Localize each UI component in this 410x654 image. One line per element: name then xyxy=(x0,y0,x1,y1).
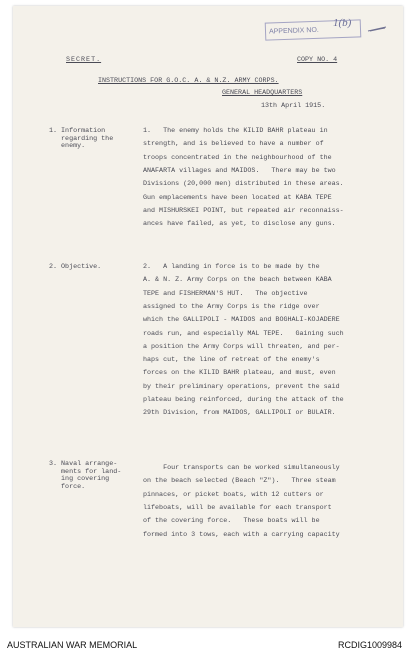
paragraph-1-line: 1. The enemy holds the KILID BAHR plateau in xyxy=(143,127,328,135)
paragraph-1-line: Gun emplacements have been located at KABA TEPE xyxy=(143,193,332,202)
paragraph-1-line: strength, and is believed to have a number of xyxy=(143,140,324,149)
hq-heading: GENERAL HEADQUARTERS xyxy=(222,89,303,97)
paragraph-2-line: forces on the KILID BAHR plateau, and must, even xyxy=(143,369,336,378)
secret-heading: SECRET. xyxy=(66,56,102,64)
paragraph-2-line: plateau being reinforced, during the attack of the xyxy=(143,396,344,404)
paragraph-1-line: Divisions (20,000 men) distributed in these areas. xyxy=(143,180,344,189)
margin-note-1: 1. Information xyxy=(49,127,106,135)
margin-note-1: enemy. xyxy=(49,142,86,150)
paragraph-2-line: assigned to the Army Corps is the ridge over xyxy=(143,302,320,311)
paragraph-1-line: ances have failed, as yet, to disclose any guns. xyxy=(143,220,336,229)
paragraph-3-line: on the beach selected (Beach "Z"). Three steam xyxy=(143,477,336,486)
paragraph-1-line: troops concentrated in the neighbourhood of the xyxy=(143,153,332,162)
paragraph-2-line: TEPE and FISHERMAN'S HUT. The objective xyxy=(143,289,308,298)
paragraph-2-line: haps cut, the line of retreat of the enemy's xyxy=(143,356,320,365)
appendix-number: 1(b) xyxy=(333,17,352,29)
paragraph-3-line: of the covering force. These boats will be xyxy=(143,517,320,526)
paragraph-1-line: and MISHURSKEI POINT, but repeated air reconnaiss- xyxy=(143,206,344,215)
paragraph-3-line: Four transports can be worked simultaneously xyxy=(143,464,340,472)
paragraph-3-line: lifeboats, will be available for each transport xyxy=(143,503,332,512)
pen-mark-icon xyxy=(367,26,387,32)
margin-note-3: 3. Naval arrange- xyxy=(49,460,118,468)
paragraph-2-line: which the GALLIPOLI - MAIDOS and BOGHALI-KOJADERE xyxy=(143,316,340,325)
paragraph-3-line: formed into 3 tows, each with a carrying capacity xyxy=(143,530,340,539)
margin-note-1: regarding the xyxy=(49,134,114,143)
document-title: INSTRUCTIONS FOR G.O.C. A. & N.Z. ARMY CORPS. xyxy=(98,77,279,85)
paragraph-1-line: ANAFARTA villages and MAIDOS. There may be two xyxy=(143,166,336,175)
appendix-label: APPENDIX NO. xyxy=(268,26,319,36)
footer-archive-name: AUSTRALIAN WAR MEMORIAL xyxy=(7,640,138,650)
copy-number: COPY NO. 4 xyxy=(297,56,338,64)
margin-note-3: force. xyxy=(49,482,86,491)
margin-note-2: 2. Objective. xyxy=(49,263,102,271)
paragraph-2-line: roads run, and especially MAL TEPE. Gaining such xyxy=(143,329,344,338)
document-date: 13th April 1915. xyxy=(261,102,326,110)
paragraph-2-line: a position the Army Corps will threaten, and per- xyxy=(143,342,340,351)
margin-note-3: ing covering xyxy=(49,475,110,483)
margin-note-3: ments for land- xyxy=(49,467,122,476)
paragraph-2-line: 29th Division, from MAIDOS, GALLIPOLI or BULAIR. xyxy=(143,409,336,418)
paragraph-3-line: pinnaces, or picket boats, with 12 cutters or xyxy=(143,490,324,499)
paragraph-2-line: by their preliminary operations, prevent the said xyxy=(143,382,340,391)
paragraph-2-line: A. & N. Z. Army Corps on the beach between KABA xyxy=(143,276,332,285)
footer-record-id: RCDIG1009984 xyxy=(337,640,402,650)
paragraph-2-line: 2. A landing in force is to be made by the xyxy=(143,263,320,271)
